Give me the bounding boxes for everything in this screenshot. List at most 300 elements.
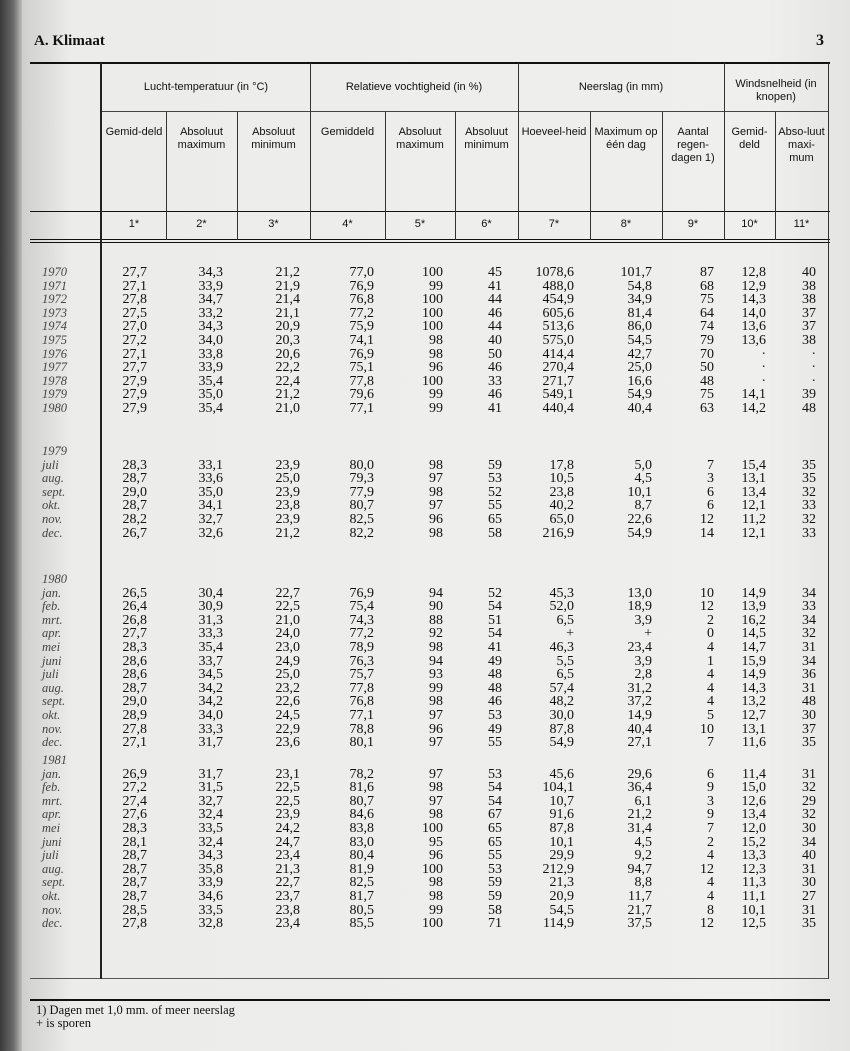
table-cell: 14,7 <box>741 640 766 655</box>
row-label: sept. <box>42 875 66 890</box>
table-cell: 21,2 <box>627 807 652 823</box>
table-row <box>0 361 850 375</box>
row-label: mei <box>42 640 61 654</box>
table-row <box>0 781 850 795</box>
table-row <box>0 472 850 486</box>
row-label: sept. <box>42 484 66 499</box>
table-cell: 33,9 <box>198 278 223 294</box>
table-cell: 59 <box>488 457 502 473</box>
table-cell: 96 <box>429 512 443 527</box>
table-cell: 53 <box>488 766 502 782</box>
table-cell: 96 <box>429 360 443 376</box>
table-cell: 21,3 <box>275 861 300 877</box>
table-cell: · <box>811 360 816 376</box>
table-cell: 27,9 <box>122 401 147 416</box>
table-cell: 82,2 <box>349 525 374 541</box>
table-cell: 31,3 <box>198 612 223 628</box>
footnote-1: 1) Dagen met 1,0 mm. of meer neerslag <box>36 1003 235 1017</box>
table-row <box>0 307 850 321</box>
table-cell: 26,9 <box>122 766 147 782</box>
table-cell: 28,3 <box>122 640 147 655</box>
table-cell: 23,4 <box>275 848 300 864</box>
table-cell: 14,5 <box>741 626 766 642</box>
table-cell: 31,4 <box>627 821 652 836</box>
table-row <box>0 600 850 614</box>
table-cell: 21,2 <box>275 525 300 541</box>
table-cell: 78,9 <box>349 640 374 655</box>
column-header: Hoeveel-heid <box>521 126 587 138</box>
table-cell: 9,2 <box>634 848 652 864</box>
table-cell: 271,7 <box>542 373 574 389</box>
table-cell: 212,9 <box>542 861 574 877</box>
table-cell: 30,9 <box>198 599 223 615</box>
table-cell: 11,4 <box>742 766 766 782</box>
table-cell: 27,8 <box>122 916 147 932</box>
table-cell: 26,4 <box>122 599 147 615</box>
table-cell: 65 <box>488 512 502 527</box>
table-cell: 46 <box>488 694 502 710</box>
table-cell: 82,5 <box>349 512 374 527</box>
table-cell: 77,1 <box>349 401 374 416</box>
section-year: 1980 <box>42 572 67 586</box>
table-cell: 35,0 <box>198 387 223 403</box>
table-cell: 83,8 <box>349 821 374 836</box>
row-label: mrt. <box>42 793 63 808</box>
table-cell: 75,4 <box>349 599 374 615</box>
table-cell: 33,3 <box>198 721 223 737</box>
row-label: mrt. <box>42 612 63 627</box>
table-cell: 454,9 <box>542 292 574 308</box>
table-cell: 77,2 <box>349 626 374 642</box>
table-cell: 14,3 <box>741 292 766 308</box>
footnote-2: + is sporen <box>36 1016 91 1030</box>
table-cell: 55 <box>488 735 502 751</box>
table-cell: 27,2 <box>122 780 147 796</box>
table-cell: 22,5 <box>275 599 300 615</box>
table-cell: 21,0 <box>275 401 300 416</box>
table-cell: 27,1 <box>627 735 652 751</box>
table-cell: 36,4 <box>627 780 652 796</box>
table-cell: 33,2 <box>198 305 223 321</box>
table-cell: 27 <box>802 889 816 904</box>
table-cell: 100 <box>422 319 443 335</box>
table-cell: 34 <box>802 612 816 628</box>
row-label: juni <box>42 653 62 668</box>
row-label: juni <box>42 834 62 849</box>
table-cell: 53 <box>488 861 502 877</box>
table-cell: 27,1 <box>122 735 147 751</box>
table-cell: 31,7 <box>198 766 223 782</box>
row-label: nov. <box>42 902 63 917</box>
table-cell: 79,3 <box>349 471 374 487</box>
table-cell: 549,1 <box>542 387 574 403</box>
table-cell: 12 <box>700 916 714 932</box>
table-cell: 59 <box>488 875 502 891</box>
table-cell: 16,2 <box>741 612 766 628</box>
row-label: juli <box>42 457 59 472</box>
table-cell: 9 <box>707 807 714 823</box>
table-cell: 22,5 <box>275 780 300 796</box>
table-cell: 77,8 <box>349 680 374 696</box>
table-row <box>0 486 850 500</box>
table-cell: 31 <box>802 640 816 655</box>
table-cell: 33,7 <box>198 653 223 669</box>
table-cell: 37 <box>802 319 816 335</box>
row-label: okt. <box>42 498 61 513</box>
row-label: 1971 <box>42 278 67 293</box>
table-cell: 52,0 <box>549 599 574 615</box>
table-cell: 20,9 <box>275 319 300 335</box>
table-row <box>0 280 850 294</box>
table-cell: 46 <box>488 387 502 403</box>
table-cell: 23,9 <box>275 457 300 473</box>
table-cell: 54 <box>488 626 502 642</box>
table-cell: 31 <box>802 861 816 877</box>
table-cell: 46,3 <box>549 640 574 655</box>
table-cell: 98 <box>429 457 443 473</box>
table-cell: 10,1 <box>627 484 652 500</box>
table-cell: 32 <box>802 807 816 823</box>
table-cell: 27,1 <box>122 278 147 294</box>
table-cell: 74,3 <box>349 612 374 628</box>
table-cell: 81,7 <box>349 889 374 904</box>
table-cell: 6 <box>707 498 714 514</box>
table-cell: 94,7 <box>627 861 652 877</box>
table-cell: 97 <box>429 735 443 751</box>
table-row <box>0 527 850 541</box>
table-cell: 39 <box>802 387 816 403</box>
row-label: apr. <box>42 626 62 641</box>
table-cell: 76,8 <box>349 694 374 710</box>
table-cell: 45,3 <box>549 585 574 601</box>
table-cell: 76,9 <box>349 278 374 294</box>
table-cell: 32,7 <box>198 793 223 809</box>
table-cell: 21,2 <box>275 387 300 403</box>
table-cell: 26,7 <box>122 525 147 541</box>
table-cell: 99 <box>429 401 443 416</box>
table-cell: 41 <box>488 278 502 294</box>
table-cell: 10,1 <box>741 902 766 918</box>
table-cell: 80,4 <box>349 848 374 864</box>
column-number: 11* <box>793 218 810 230</box>
table-row <box>0 388 850 402</box>
page-number: 3 <box>816 32 824 49</box>
table-cell: 6 <box>707 484 714 500</box>
table-row <box>0 822 850 836</box>
column-header: Gemid-deld <box>105 126 163 138</box>
row-label: okt. <box>42 889 61 903</box>
table-cell: 28,7 <box>122 861 147 877</box>
table-cell: 12 <box>700 861 714 877</box>
bottom-rule <box>30 999 830 1001</box>
table-cell: 77,0 <box>349 265 374 280</box>
table-cell: 88 <box>429 612 443 628</box>
table-cell: 7 <box>707 457 714 473</box>
column-number: 1* <box>128 218 140 230</box>
table-cell: 27,7 <box>122 265 147 280</box>
table-cell: 23,7 <box>275 889 300 904</box>
table-cell: 27,4 <box>122 793 147 809</box>
table-cell: 3,9 <box>634 612 652 628</box>
table-cell: 29,9 <box>549 848 574 864</box>
column-number: 5* <box>414 218 426 230</box>
table-cell: 37,5 <box>627 916 652 932</box>
table-cell: 76,8 <box>349 292 374 308</box>
table-cell: 98 <box>429 780 443 796</box>
table-cell: 40 <box>802 848 816 864</box>
table-cell: 29 <box>802 793 816 809</box>
table-cell: 40 <box>488 333 502 348</box>
table-cell: 40,4 <box>627 721 652 737</box>
table-cell: 38 <box>802 333 816 348</box>
top-rule <box>30 62 830 64</box>
table-cell: 97 <box>429 498 443 514</box>
row-label: feb. <box>42 599 61 614</box>
table-cell: 40 <box>802 265 816 280</box>
table-cell: 80,1 <box>349 735 374 751</box>
table-cell: 48,2 <box>549 694 574 710</box>
table-cell: 23,6 <box>275 735 300 751</box>
table-cell: 93 <box>429 667 443 683</box>
table-cell: 24,9 <box>275 653 300 669</box>
table-cell: 605,6 <box>542 305 574 321</box>
table-cell: 35,0 <box>198 484 223 500</box>
table-row <box>0 320 850 334</box>
table-cell: 28,7 <box>122 471 147 487</box>
table-cell: 10,5 <box>549 471 574 487</box>
table-cell: 21,9 <box>275 278 300 294</box>
header-double-rule-2 <box>30 242 830 243</box>
table-cell: 31,2 <box>627 680 652 696</box>
table-cell: 6,5 <box>556 612 574 628</box>
table-cell: 2 <box>707 612 714 628</box>
table-cell: 13,1 <box>741 721 766 737</box>
table-cell: 94 <box>429 585 443 601</box>
table-cell: 80,5 <box>349 902 374 918</box>
table-cell: 27,9 <box>122 373 147 389</box>
section-year: 1981 <box>42 753 67 767</box>
table-row <box>0 513 850 527</box>
table-cell: 45 <box>488 265 502 280</box>
table-row <box>0 334 850 348</box>
table-cell: 37,2 <box>627 694 652 710</box>
table-cell: 23,0 <box>275 640 300 655</box>
table-cell: 50 <box>488 346 502 362</box>
table-cell: 100 <box>422 916 443 932</box>
table-cell: 12 <box>700 599 714 615</box>
group-header-precipitation: Neerslag (in mm) <box>578 81 664 93</box>
table-cell: 13,1 <box>741 471 766 487</box>
table-cell: 28,2 <box>122 512 147 527</box>
table-cell: 98 <box>429 694 443 710</box>
table-cell: 22,7 <box>275 585 300 601</box>
table-cell: 34,3 <box>198 319 223 335</box>
table-cell: 32,4 <box>198 834 223 850</box>
table-cell: 34 <box>802 834 816 850</box>
table-cell: 4 <box>707 875 714 891</box>
table-cell: 14,2 <box>741 401 766 416</box>
table-cell: 33,6 <box>198 471 223 487</box>
column-number: 7* <box>548 218 560 230</box>
table-cell: 31,7 <box>198 735 223 751</box>
table-row <box>0 614 850 628</box>
table-cell: 25,0 <box>275 471 300 487</box>
table-cell: 75,7 <box>349 667 374 683</box>
table-cell: 14,1 <box>741 387 766 403</box>
table-cell: 1 <box>707 653 714 669</box>
table-cell: 5,5 <box>556 653 574 669</box>
table-cell: 2,8 <box>634 667 652 683</box>
row-label: dec. <box>42 525 63 540</box>
table-cell: · <box>761 360 766 376</box>
table-cell: 98 <box>429 484 443 500</box>
table-cell: 34,0 <box>198 708 223 723</box>
table-cell: 30 <box>802 875 816 891</box>
table-cell: 13,0 <box>627 585 652 601</box>
table-cell: 101,7 <box>620 265 652 280</box>
table-bottom-rule <box>30 978 828 979</box>
table-cell: 22,6 <box>627 512 652 527</box>
table-cell: 28,7 <box>122 875 147 891</box>
table-cell: 20,9 <box>549 889 574 904</box>
table-cell: 65 <box>488 834 502 850</box>
table-cell: 54,5 <box>627 333 652 348</box>
table-cell: 100 <box>422 265 443 280</box>
row-label: feb. <box>42 780 61 795</box>
table-cell: 32 <box>802 780 816 796</box>
table-cell: 24,2 <box>275 821 300 836</box>
table-row <box>0 890 850 904</box>
table-cell: 488,0 <box>542 278 574 294</box>
table-cell: 59 <box>488 889 502 904</box>
table-cell: 32,7 <box>198 512 223 527</box>
table-cell: 54,9 <box>627 387 652 403</box>
table-row <box>0 808 850 822</box>
table-cell: 28,1 <box>122 834 147 850</box>
table-cell: 77,2 <box>349 305 374 321</box>
table-cell: 27,8 <box>122 721 147 737</box>
table-cell: 27,7 <box>122 626 147 642</box>
table-cell: 34,9 <box>627 292 652 308</box>
table-row <box>0 499 850 513</box>
table-cell: 54,9 <box>549 735 574 751</box>
table-cell: 76,3 <box>349 653 374 669</box>
table-cell: 28,3 <box>122 821 147 836</box>
table-cell: 20,3 <box>275 333 300 348</box>
table-cell: 76,9 <box>349 346 374 362</box>
table-cell: 54 <box>488 793 502 809</box>
table-cell: 11,1 <box>742 889 766 904</box>
table-cell: 75 <box>700 387 714 403</box>
table-cell: 22,4 <box>275 373 300 389</box>
row-label: 1977 <box>42 360 67 375</box>
table-cell: 28,3 <box>122 457 147 473</box>
table-cell: 26,5 <box>122 585 147 601</box>
table-cell: 22,5 <box>275 793 300 809</box>
table-cell: 87,8 <box>549 721 574 737</box>
table-cell: 15,4 <box>741 457 766 473</box>
table-cell: 86,0 <box>627 319 652 335</box>
table-cell: 38 <box>802 292 816 308</box>
table-cell: 34,1 <box>198 498 223 514</box>
row-label: 1975 <box>42 333 67 347</box>
table-cell: 50 <box>700 360 714 376</box>
table-cell: 98 <box>429 807 443 823</box>
table-cell: 37 <box>802 305 816 321</box>
row-label: sept. <box>42 694 66 709</box>
table-cell: 75,9 <box>349 319 374 335</box>
table-cell: 12,1 <box>741 498 766 514</box>
table-cell: 25,0 <box>627 360 652 376</box>
column-header: Absoluut minimum <box>464 126 509 151</box>
table-cell: 12,1 <box>741 525 766 541</box>
table-cell: 33 <box>802 498 816 514</box>
table-cell: 12,5 <box>741 916 766 932</box>
table-cell: 48 <box>488 680 502 696</box>
row-label: 1980 <box>42 401 67 415</box>
table-cell: 24,5 <box>275 708 300 723</box>
table-cell: 28,7 <box>122 498 147 514</box>
table-cell: 21,7 <box>627 902 652 918</box>
table-cell: 79 <box>700 333 714 348</box>
table-cell: 33 <box>802 599 816 615</box>
table-cell: 28,6 <box>122 667 147 683</box>
table-cell: 32 <box>802 512 816 527</box>
table-cell: 28,6 <box>122 653 147 669</box>
table-cell: 100 <box>422 373 443 389</box>
table-cell: 97 <box>429 766 443 782</box>
row-label: aug. <box>42 861 64 876</box>
table-row <box>0 641 850 655</box>
table-cell: 46 <box>488 360 502 376</box>
table-cell: 82,5 <box>349 875 374 891</box>
table-cell: 28,7 <box>122 889 147 904</box>
table-cell: 99 <box>429 387 443 403</box>
table-cell: 12,8 <box>741 265 766 280</box>
table-cell: 33,1 <box>198 457 223 473</box>
table-cell: 80,7 <box>349 498 374 514</box>
table-cell: 41 <box>488 640 502 655</box>
table-cell: 92 <box>429 626 443 642</box>
table-cell: 7 <box>707 821 714 836</box>
table-cell: 81,6 <box>349 780 374 796</box>
table-cell: 15,9 <box>741 653 766 669</box>
table-cell: 15,0 <box>741 780 766 796</box>
table-cell: 0 <box>707 626 714 642</box>
table-cell: 5 <box>707 708 714 723</box>
table-cell: 21,1 <box>275 305 300 321</box>
table-cell: 35 <box>802 471 816 487</box>
table-cell: 58 <box>488 525 502 541</box>
table-cell: 104,1 <box>542 780 574 796</box>
table-cell: 49 <box>488 721 502 737</box>
table-cell: 13,3 <box>741 848 766 864</box>
table-cell: 65,0 <box>549 512 574 527</box>
table-cell: 17,8 <box>549 457 574 473</box>
table-cell: 23,9 <box>275 807 300 823</box>
table-cell: 4 <box>707 667 714 683</box>
row-label: 1974 <box>42 319 67 334</box>
header-double-rule-1 <box>30 239 830 240</box>
table-cell: 81,9 <box>349 861 374 877</box>
table-cell: 30,0 <box>549 708 574 723</box>
table-row <box>0 904 850 918</box>
table-cell: 98 <box>429 525 443 541</box>
table-row <box>0 459 850 473</box>
table-cell: 13,4 <box>741 807 766 823</box>
column-header: Gemid-deld <box>731 126 768 151</box>
group-header-temperature: Lucht-temperatuur (in °C) <box>143 81 269 93</box>
